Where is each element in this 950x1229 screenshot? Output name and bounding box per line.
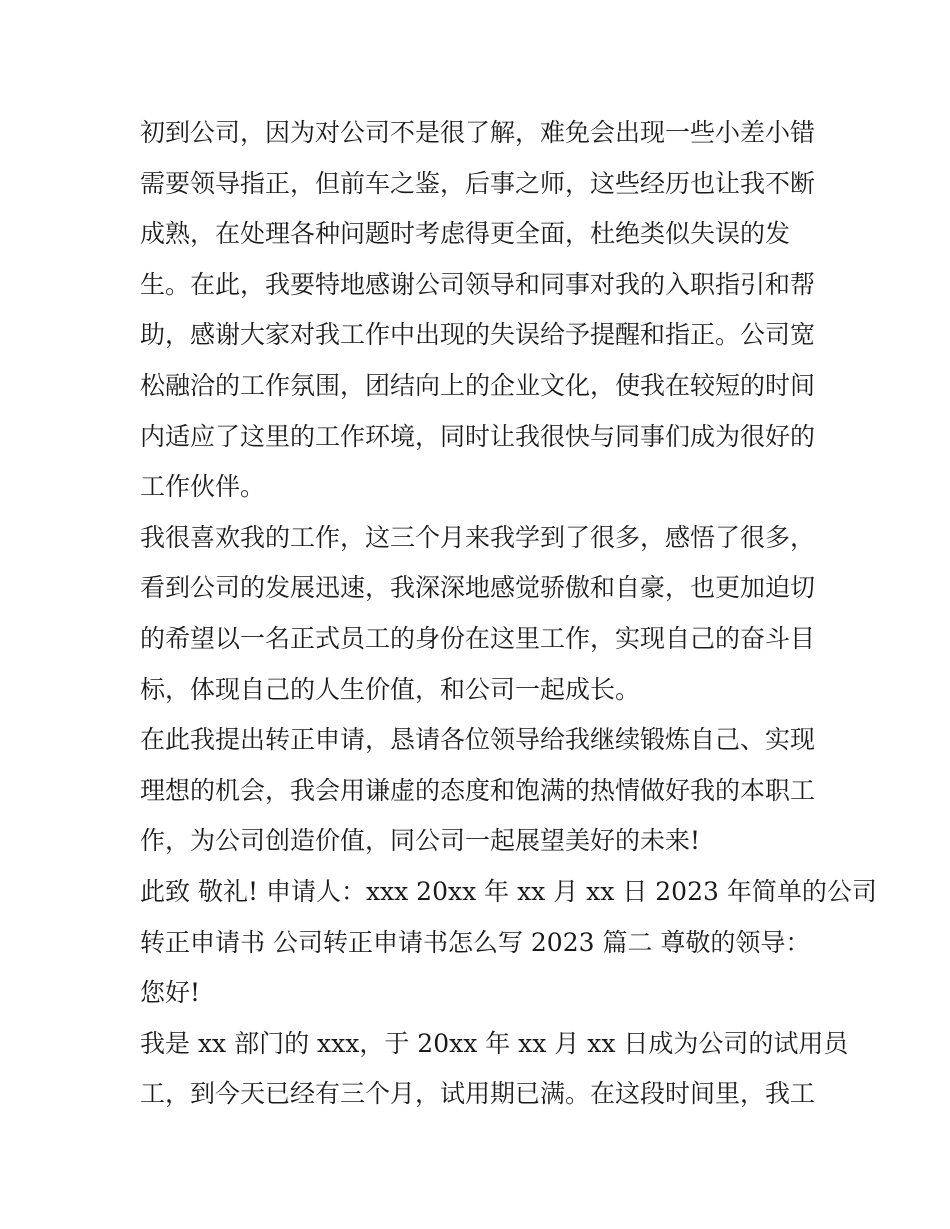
text-line: 作，为公司创造价值，同公司一起展望美好的未来! [140, 826, 701, 856]
text-line: 内适应了这里的工作环境，同时让我很快与同事们成为很好的 [140, 421, 816, 451]
text-line: 您好! [140, 978, 201, 1008]
text-line: 我是 xx 部门的 xxx，于 20xx 年 xx 月 xx 日成为公司的试用员 [140, 1028, 849, 1058]
text-line: 看到公司的发展迅速，我深深地感觉骄傲和自豪，也更加迫切 [140, 573, 816, 603]
text-line: 理想的机会，我会用谦虚的态度和饱满的热情做好我的本职工 [140, 775, 816, 805]
text-line: 助，感谢大家对我工作中出现的失误给予提醒和指正。公司宽 [140, 320, 816, 350]
text-line: 的希望以一名正式员工的身份在这里工作，实现自己的奋斗目 [140, 623, 816, 653]
text-line: 此致 敬礼! 申请人：xxx 20xx 年 xx 月 xx 日 2023 年简单的公司 [140, 876, 877, 906]
text-line: 工作伙伴。 [140, 472, 266, 502]
document-body [140, 108, 877, 1120]
text-line: 标，体现自己的人生价值，和公司一起成长。 [140, 674, 641, 704]
text-line: 在此我提出转正申请，恳请各位领导给我继续锻炼自己、实现 [140, 725, 816, 755]
text-line: 初到公司，因为对公司不是很了解，难免会出现一些小差小错 [140, 118, 816, 147]
text-line: 转正申请书 公司转正申请书怎么写 2023 篇二 尊敬的领导： [140, 927, 811, 957]
text-line: 松融洽的工作氛围，团结向上的企业文化，使我在较短的时间 [140, 370, 816, 400]
text-line: 工，到今天已经有三个月，试用期已满。在这段时间里，我工 [140, 1079, 816, 1109]
text-line: 生。在此，我要特地感谢公司领导和同事对我的入职指引和帮 [140, 269, 816, 299]
text-line: 我很喜欢我的工作，这三个月来我学到了很多，感悟了很多， [140, 522, 816, 552]
text-line: 成熟，在处理各种问题时考虑得更全面，杜绝类似失误的发 [140, 219, 791, 249]
text-line: 需要领导指正，但前车之鉴，后事之师，这些经历也让我不断 [140, 168, 816, 198]
